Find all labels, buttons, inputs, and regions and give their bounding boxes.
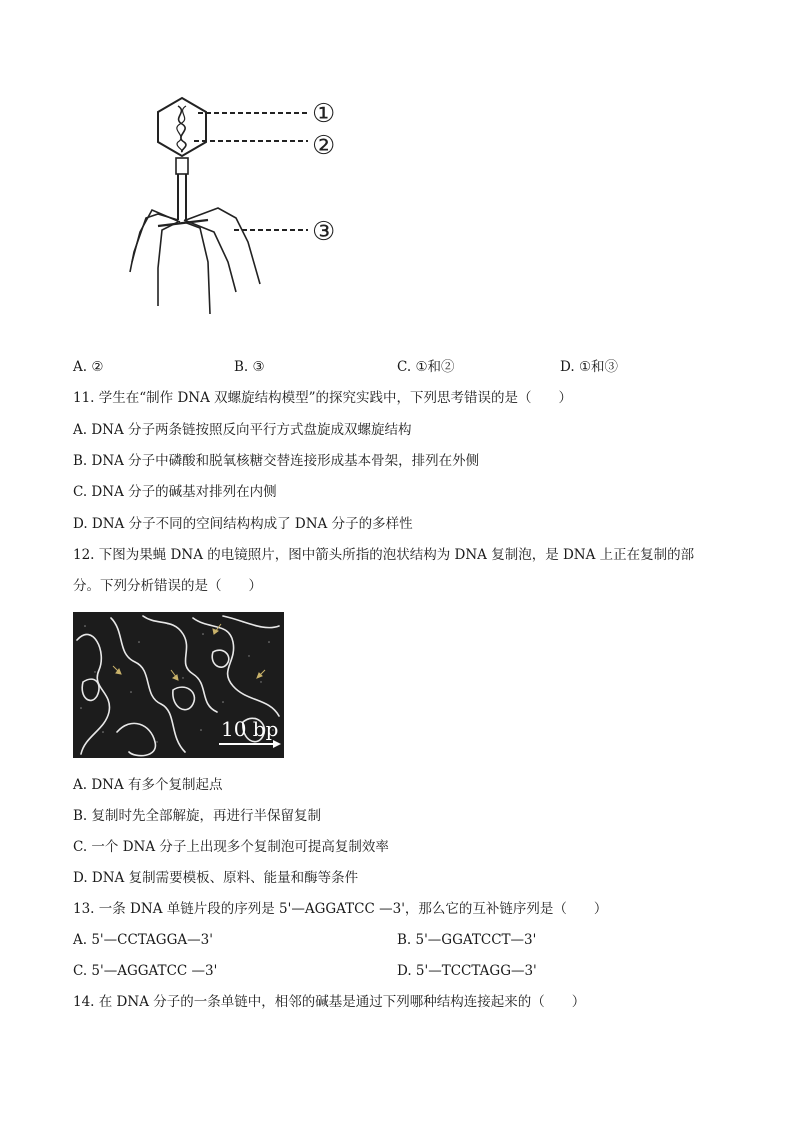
q12-stem-line1: 12. 下图为果蝇 DNA 的电镜照片，图中箭头所指的泡状结构为 DNA 复制泡，是 DNA 上正在复制的部 [73, 547, 695, 563]
q12-option-c[interactable]: C. 一个 DNA 分子上出现多个复制泡可提高复制效率 [73, 839, 389, 855]
q13-stem: 13. 一条 DNA 单链片段的序列是 5'—AGGATCC —3'，那么它的互补链序列是（ ） [73, 901, 608, 917]
q10-option-d[interactable]: D. ①和③ [560, 359, 619, 375]
q11-option-d[interactable]: D. DNA 分子不同的空间结构构成了 DNA 分子的多样性 [73, 516, 413, 532]
label-circled-2: ② [312, 131, 336, 161]
q11-option-c[interactable]: C. DNA 分子的碱基对排列在内侧 [73, 484, 277, 500]
q12-option-d[interactable]: D. DNA 复制需要模板、原料、能量和酶等条件 [73, 870, 359, 886]
phage-head [158, 98, 206, 156]
q10-option-a[interactable]: A. ② [73, 359, 104, 375]
q13-option-c[interactable]: C. 5'—AGGATCC —3' [73, 963, 218, 979]
q13-option-a[interactable]: A. 5'—CCTAGGA—3' [73, 932, 213, 948]
label-circled-3: ③ [312, 217, 336, 247]
phage-collar [176, 158, 188, 174]
q10-option-c[interactable]: C. ①和② [397, 359, 455, 375]
phage-tail-fibers [130, 208, 260, 314]
label-circled-1: ① [312, 99, 336, 129]
q11-option-a[interactable]: A. DNA 分子两条链按照反向平行方式盘旋成双螺旋结构 [73, 422, 412, 438]
q10-option-b[interactable]: B. ③ [234, 359, 265, 375]
phage-baseplate [158, 220, 208, 226]
q12-stem-line2: 分。下列分析错误的是（ ） [73, 578, 262, 594]
q14-stem: 14. 在 DNA 分子的一条单链中，相邻的碱基是通过下列哪种结构连接起来的（ ） [73, 994, 586, 1010]
q12-option-b[interactable]: B. 复制时先全部解旋，再进行半保留复制 [73, 808, 322, 824]
dna-electron-micrograph [73, 612, 284, 758]
phage-dna-helix [178, 106, 186, 152]
q11-stem: 11. 学生在“制作 DNA 双螺旋结构模型”的探究实践中，下列思考错误的是（ ） [73, 390, 573, 406]
phage-diagram [118, 92, 348, 322]
q12-option-a[interactable]: A. DNA 有多个复制起点 [73, 777, 223, 793]
q11-option-b[interactable]: B. DNA 分子中磷酸和脱氧核糖交替连接形成基本骨架，排列在外侧 [73, 453, 480, 469]
q13-option-d[interactable]: D. 5'—TCCTAGG—3' [397, 963, 537, 979]
q13-option-b[interactable]: B. 5'—GGATCCT—3' [397, 932, 537, 948]
scale-bar-label: 10 bp [221, 717, 279, 741]
